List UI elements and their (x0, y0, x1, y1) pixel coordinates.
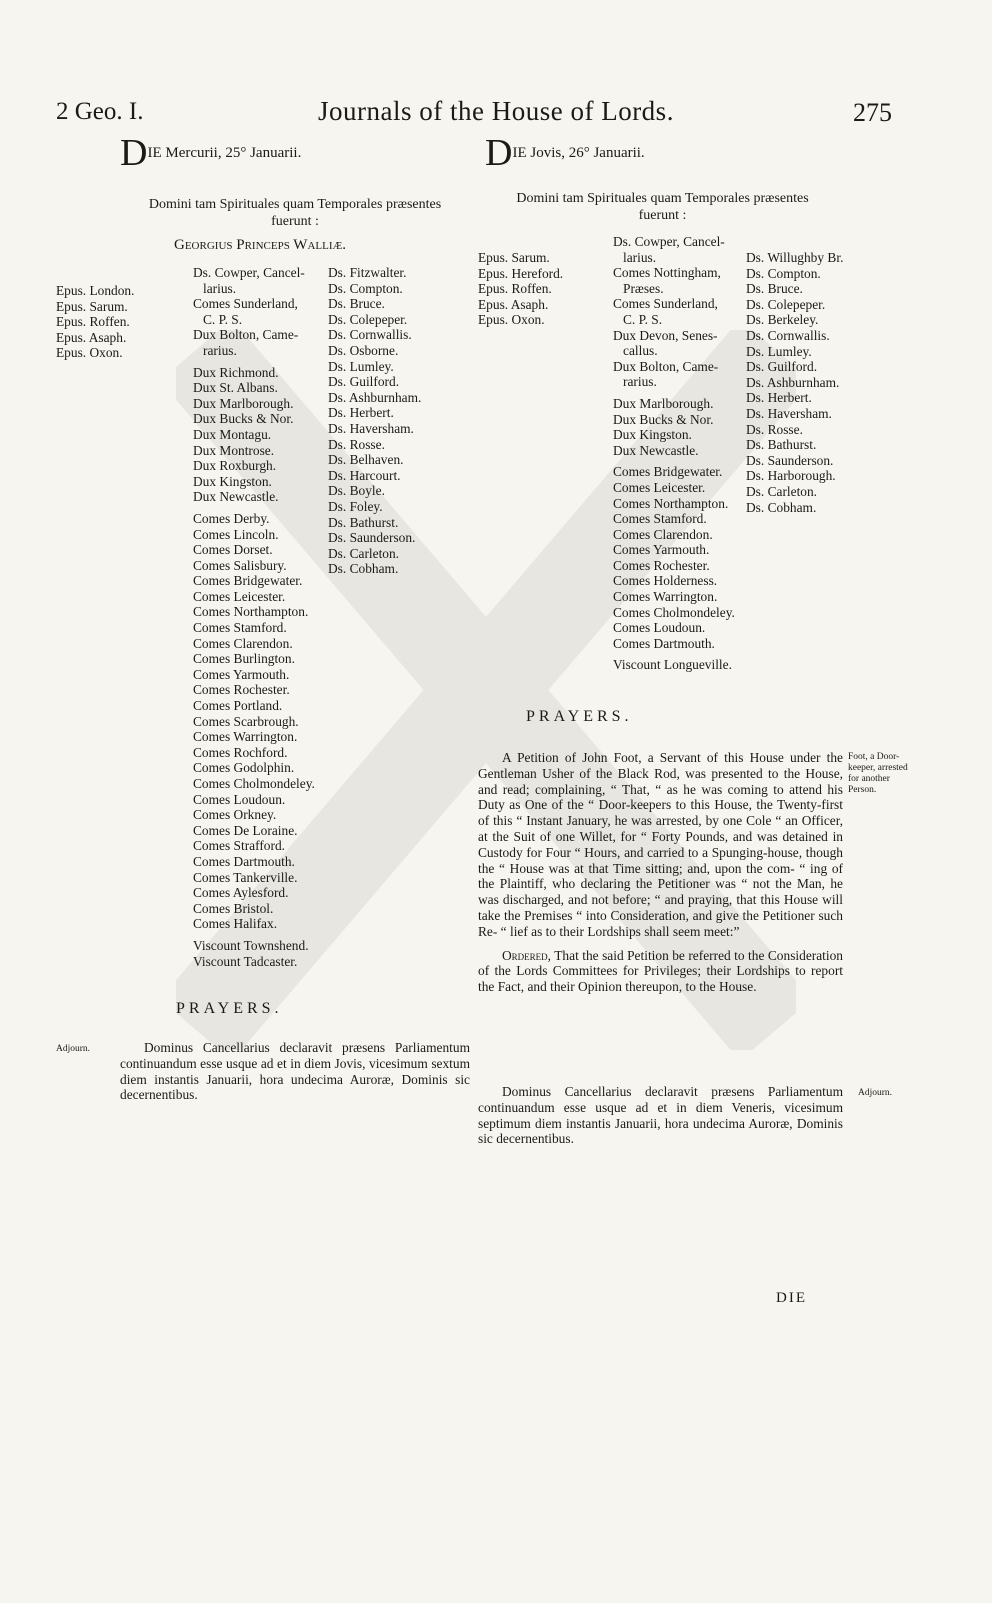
list-item: Comes Nottingham, (613, 265, 721, 281)
ordered-paragraph (478, 948, 843, 995)
list-item: larius. (203, 280, 237, 296)
list-item: Ds. Cornwallis. (328, 327, 412, 343)
list-item: Ds. Ashburnham. (746, 374, 840, 390)
list-item: Viscount Longueville. (613, 657, 732, 673)
list-item: Comes Dartmouth. (613, 635, 715, 651)
list-item: Epus. Hereford. (478, 265, 564, 281)
right-day-initial: D (485, 132, 513, 174)
right-intro (480, 190, 845, 224)
left-lords-column-b (328, 265, 421, 577)
list-item: Comes Sunderland, (613, 296, 718, 312)
list-item: Comes Burlington. (193, 651, 295, 667)
list-item: Ds. Lumley. (328, 358, 394, 374)
list-item: rarius. (203, 342, 237, 358)
list-item: Comes Godolphin. (193, 760, 295, 776)
list-item: Comes Clarendon. (613, 526, 713, 542)
right-intro-line2: fuerunt : (638, 208, 687, 223)
list-item: C. P. S. (203, 311, 243, 327)
list-item: Comes Sunderland, (193, 296, 298, 312)
list-item: rarius. (623, 374, 657, 390)
page-title: Journals of the House of Lords. (318, 96, 674, 126)
list-item: Comes Yarmouth. (613, 542, 710, 558)
list-item: Comes Warrington. (193, 729, 298, 745)
list-item: Ds. Cornwallis. (746, 327, 830, 343)
list-item: Dux Kingston. (193, 473, 272, 489)
list-item: Comes Aylesford. (193, 885, 289, 901)
right-lords-column-a (613, 234, 735, 673)
list-item: Dux Richmond. (193, 364, 279, 380)
list-item: Viscount Tadcaster. (193, 953, 298, 969)
list-item: Dux Marlborough. (613, 395, 714, 411)
list-item: Comes Leicester. (193, 588, 286, 604)
left-bishops-list (56, 283, 134, 361)
petition-paragraph: A Petition of John Foot, a Servant of this House under the Gentleman Usher of the Black Rod, was presented to the House, and read; complaining, “ That, “ as he was coming to attend his Duty as One of the “ Door-keepers to this House, the Twenty-first of this “ Instant January, he was arrested, by one Cole “ an Officer, at the Suit of one Willet, for “ Forty Pounds, and was detained in Custody for Four “ Hours, and carried to a Spunging-house, though the “ House was at that Time sitting; and, upon the com- “ ing of the Plaintiff, who declaring the Petitioner was “ not the Man, he was discharged, and not before; “ and praying, that this House will take the Premises “ into Consideration, and give the Petitioner such Re- “ lief as to their Lordships shall seem meet:” (478, 750, 843, 939)
list-item: Comes Cholmondeley. (613, 604, 735, 620)
list-item: Præses. (623, 280, 664, 296)
list-item: Comes Leicester. (613, 479, 706, 495)
left-intro-line2: fuerunt : (271, 214, 319, 229)
list-item: Ds. Cowper, Cancel- (193, 265, 305, 280)
list-item: Epus. London. (56, 283, 135, 298)
list-item: Ds. Lumley. (746, 343, 812, 359)
list-item: Comes Halifax. (193, 916, 278, 932)
ordered-text: That the said Petition be referred to the Consideration of the Lords Committees for Privileges; their Lordships to report the Fact, and their Opinion thereupon, to the House. (478, 947, 843, 995)
list-item: Ds. Rosse. (746, 421, 803, 437)
list-item: Dux Bucks & Nor. (193, 411, 294, 427)
list-item: Ds. Saunderson. (746, 452, 834, 468)
left-adjourn-paragraph: Dominus Cancellarius declaravit præsens Parliamentum continuandum esse usque ad et in diem Jovis, vicesimum sextum diem instantis Januarii, hora undecima Auroræ, Dominis sic decernentibus. (120, 1040, 470, 1103)
list-item: Ds. Bruce. (746, 281, 803, 297)
left-margin-adjourn: Adjourn. (56, 1044, 91, 1054)
left-day-heading-text: IE Mercurii, 25° Januarii. (147, 145, 302, 161)
list-item: Ds. Guilford. (746, 359, 818, 375)
right-prayers-heading: PRAYERS. (526, 708, 633, 725)
list-item: Comes Cholmondeley. (193, 776, 315, 791)
list-item: Dux Bolton, Came- (193, 327, 299, 343)
list-item: Epus. Roffen. (56, 314, 130, 330)
list-item: Ds. Colepeper. (746, 296, 826, 312)
list-item: Comes Holderness. (613, 573, 718, 589)
list-item: Comes Dorset. (193, 542, 273, 558)
list-item: Dux Montagu. (193, 426, 272, 442)
list-item: Comes Lincoln. (193, 526, 279, 542)
list-item: Epus. Asaph. (56, 329, 127, 345)
list-item: Comes De Loraine. (193, 822, 298, 838)
list-item: Comes Rochford. (193, 744, 288, 760)
list-item: Comes Warrington. (613, 589, 718, 605)
list-item: Ds. Herbert. (746, 390, 812, 406)
list-item: Ds. Saunderson. (328, 530, 416, 546)
list-item: Epus. Roffen. (478, 281, 552, 297)
list-item: Dux Marlborough. (193, 395, 294, 411)
right-lords-column-b (746, 250, 843, 515)
list-item: Comes Stamford. (193, 620, 287, 636)
list-item: Ds. Ashburnham. (328, 389, 422, 405)
left-intro (120, 196, 470, 230)
list-item: Dux Bucks & Nor. (613, 411, 714, 427)
left-lords-column-a (193, 265, 315, 969)
list-item: Epus. Oxon. (56, 345, 123, 361)
list-item: Comes Tankerville. (193, 869, 298, 885)
list-item: Epus. Sarum. (56, 298, 128, 314)
list-item: Ds. Herbert. (328, 405, 394, 421)
ordered-label: Ordered, (502, 947, 552, 963)
list-item: Comes Dartmouth. (193, 853, 295, 869)
list-item: Ds. Osborne. (328, 342, 399, 358)
left-day-initial: D (120, 132, 148, 174)
right-margin-petition-note: Foot, a Door-keeper, arrested for another Person. (848, 752, 908, 795)
list-item: Dux Bolton, Came- (613, 358, 719, 374)
list-item: Ds. Haversham. (746, 405, 832, 421)
right-intro-line1: Domini tam Spirituales quam Temporales præsentes (516, 191, 809, 206)
list-item: Comes Loudoun. (193, 791, 286, 807)
list-item: Comes Stamford. (613, 511, 707, 527)
list-item: Comes Portland. (193, 698, 283, 714)
list-item: Ds. Colepeper. (328, 311, 408, 327)
list-item: Ds. Bruce. (328, 296, 385, 312)
list-item: Comes Bristol. (193, 900, 274, 916)
list-item: Dux Kingston. (613, 427, 692, 443)
list-item: Ds. Bathurst. (746, 437, 817, 453)
list-item: Comes Northampton. (613, 495, 729, 511)
list-item: Epus. Sarum. (478, 250, 550, 265)
right-adjourn-paragraph: Dominus Cancellarius declaravit præsens Parliamentum continuandum esse usque ad et in diem Veneris, vicesimum septimum diem instantis Januarii, hora undecima Auroræ, Dominis sic decernentibus. (478, 1084, 843, 1147)
list-item: Ds. Compton. (746, 265, 821, 281)
list-item: Comes Loudoun. (613, 620, 706, 636)
right-bishops-list (478, 250, 563, 328)
list-item: Ds. Boyle. (328, 483, 385, 499)
page-number: 275 (853, 98, 892, 127)
list-item: Comes Yarmouth. (193, 666, 290, 682)
list-item: Dux Devon, Senes- (613, 327, 718, 343)
list-item: Comes Salisbury. (193, 557, 287, 573)
list-item: Ds. Cobham. (746, 499, 817, 515)
list-item: Ds. Guilford. (328, 374, 400, 390)
right-petition-section (478, 750, 843, 1003)
list-item: Comes Rochester. (613, 557, 710, 573)
list-item: callus. (623, 343, 658, 359)
right-margin-adjourn: Adjourn. (858, 1088, 893, 1098)
list-item: Dux Montrose. (193, 442, 275, 458)
list-item: Viscount Townshend. (193, 937, 309, 953)
list-item: Dux Newcastle. (193, 489, 279, 505)
left-intro-line1: Domini tam Spirituales quam Temporales præsentes (148, 197, 442, 212)
right-day-heading-text: IE Jovis, 26° Januarii. (512, 145, 645, 161)
list-item: Ds. Foley. (328, 498, 383, 514)
list-item: Ds. Willughby Br. (746, 250, 844, 265)
list-item: Comes Derby. (193, 510, 270, 526)
list-item: Comes Scarbrough. (193, 713, 299, 729)
left-prince: Georgius Princeps Walliæ. (174, 237, 347, 253)
list-item: Ds. Carleton. (328, 545, 400, 561)
list-item: Ds. Fitzwalter. (328, 265, 407, 280)
list-item: Dux St. Albans. (193, 380, 278, 396)
list-item: Ds. Carleton. (746, 483, 818, 499)
list-item: Ds. Cobham. (328, 561, 399, 577)
list-item: Comes Northampton. (193, 604, 309, 620)
list-item: C. P. S. (623, 311, 663, 327)
list-item: Epus. Asaph. (478, 296, 549, 312)
list-item: Ds. Rosse. (328, 436, 385, 452)
list-item: Ds. Compton. (328, 280, 403, 296)
left-day-heading (120, 132, 302, 174)
list-item: Comes Bridgewater. (613, 464, 723, 480)
list-item: Comes Clarendon. (193, 635, 293, 651)
catchword: DIE (776, 1290, 807, 1306)
list-item: Ds. Harborough. (746, 468, 836, 484)
list-item: Comes Strafford. (193, 838, 285, 854)
list-item: Comes Rochester. (193, 682, 290, 698)
list-item: Ds. Bathurst. (328, 514, 399, 530)
list-item: Ds. Cowper, Cancel- (613, 234, 725, 249)
list-item: Epus. Oxon. (478, 312, 545, 328)
list-item: Ds. Harcourt. (328, 467, 401, 483)
list-item: larius. (623, 249, 657, 265)
list-item: Comes Bridgewater. (193, 573, 303, 589)
right-day-heading (485, 132, 645, 174)
list-item: Dux Roxburgh. (193, 458, 277, 474)
list-item: Ds. Berkeley. (746, 312, 819, 328)
list-item: Comes Orkney. (193, 807, 277, 823)
header-regnal-year: 2 Geo. I. (56, 98, 144, 125)
list-item: Ds. Belhaven. (328, 452, 404, 468)
left-prayers-heading: PRAYERS. (176, 1000, 283, 1017)
list-item: Ds. Haversham. (328, 420, 414, 436)
list-item: Dux Newcastle. (613, 442, 699, 458)
